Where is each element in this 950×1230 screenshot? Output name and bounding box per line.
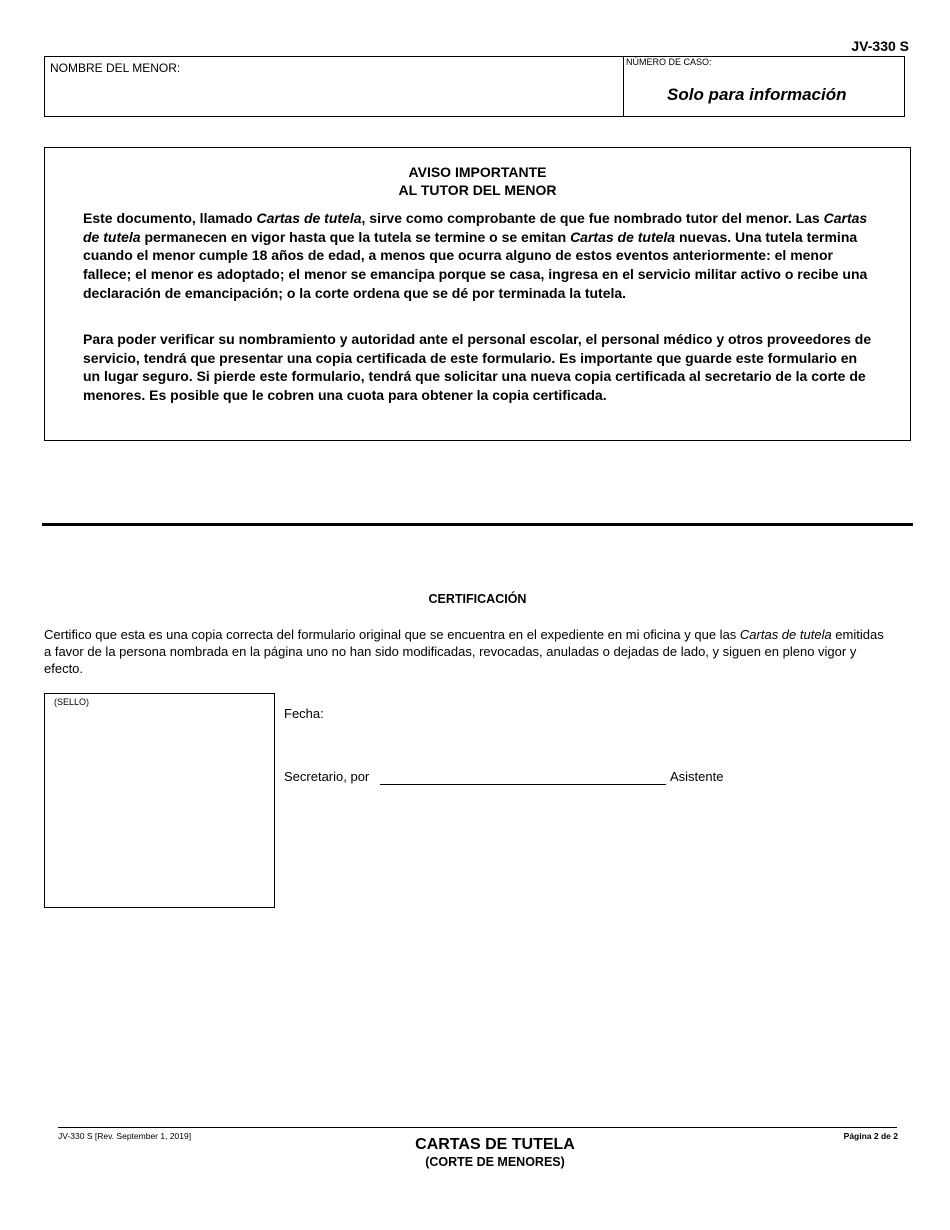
deputy-signature-line[interactable]: [380, 784, 666, 785]
seal-box: [44, 693, 275, 908]
p1-italic-d: Cartas de tutela: [83, 210, 868, 245]
form-id: JV-330 S: [851, 38, 909, 54]
cert-text-a: Certifico que esta es una copia correcta del formulario original que se encuentra en el expediente en mi oficina y que las: [44, 627, 740, 642]
p1-italic-f: Cartas de tutela: [570, 228, 676, 245]
footer-rule: [58, 1127, 897, 1128]
case-number-label: NÚMERO DE CASO:: [626, 57, 712, 67]
notice-title-line2: AL TUTOR DEL MENOR: [398, 182, 557, 198]
p1-text-e: permanecen en vigor hasta que la tutela se termine o se emitan: [140, 228, 571, 245]
info-only-label: Solo para información: [667, 85, 847, 104]
notice-paragraph-2: Para poder verificar su nombramiento y autoridad ante el personal escolar, el personal médico y otros proveedores de servicio, tendrá que presentar una copia certificada de este formulario. Es importante que guarde este formulario en un lugar seguro. Si pierde este formulario, tendrá que solicitar una nueva copia certificada al secretario de la corte de menores. Es posible que le cobren una cuota para obtener la copia certificada.: [83, 331, 872, 404]
caption-divider: [623, 56, 624, 117]
footer-revision: JV-330 S [Rev. September 1, 2019]: [58, 1131, 192, 1141]
notice-paragraph-1: [83, 209, 873, 303]
cert-text-italic: Cartas de tutela: [739, 627, 832, 642]
cert-text-c: emitidas a favor de la persona nombrada en la página uno no han sido modificadas, revocadas, anuladas o dejadas de lado, y siguen en pleno vigor y efecto.: [44, 627, 884, 676]
p1-text-a: Este documento, llamado: [83, 210, 257, 226]
notice-title: [44, 163, 911, 199]
notice-title-line1: AVISO IMPORTANTE: [408, 164, 547, 180]
seal-label: (SELLO): [54, 697, 90, 707]
footer-title: CARTAS DE TUTELA: [415, 1136, 575, 1153]
footer-subtitle: (CORTE DE MENORES): [425, 1155, 565, 1169]
date-label: Fecha:: [284, 706, 324, 721]
certification-title: CERTIFICACIÓN: [428, 592, 527, 606]
clerk-label: Secretario, por: [284, 769, 370, 784]
p1-text-g: nuevas. Una tutela termina cuando el menor cumple 18 años de edad, a menos que ocurra alguno de estos eventos anteriormente: el menor fallece; el menor es adoptado; el menor se emancipa porque se casa, ingresa en el servicio militar activo o recibe una declaración de emancipación; o la corte ordena que se dé por terminada la tutela.: [83, 228, 868, 301]
section-divider: [42, 523, 913, 526]
p1-italic-b: Cartas de tutela: [256, 210, 362, 226]
minor-name-label: NOMBRE DEL MENOR:: [50, 61, 181, 75]
deputy-label: Asistente: [670, 769, 724, 784]
page-number: Página 2 de 2: [843, 1131, 898, 1141]
certification-text: [44, 626, 884, 677]
p1-text-c: , sirve como comprobante de que fue nombrado tutor del menor. Las: [361, 210, 824, 226]
